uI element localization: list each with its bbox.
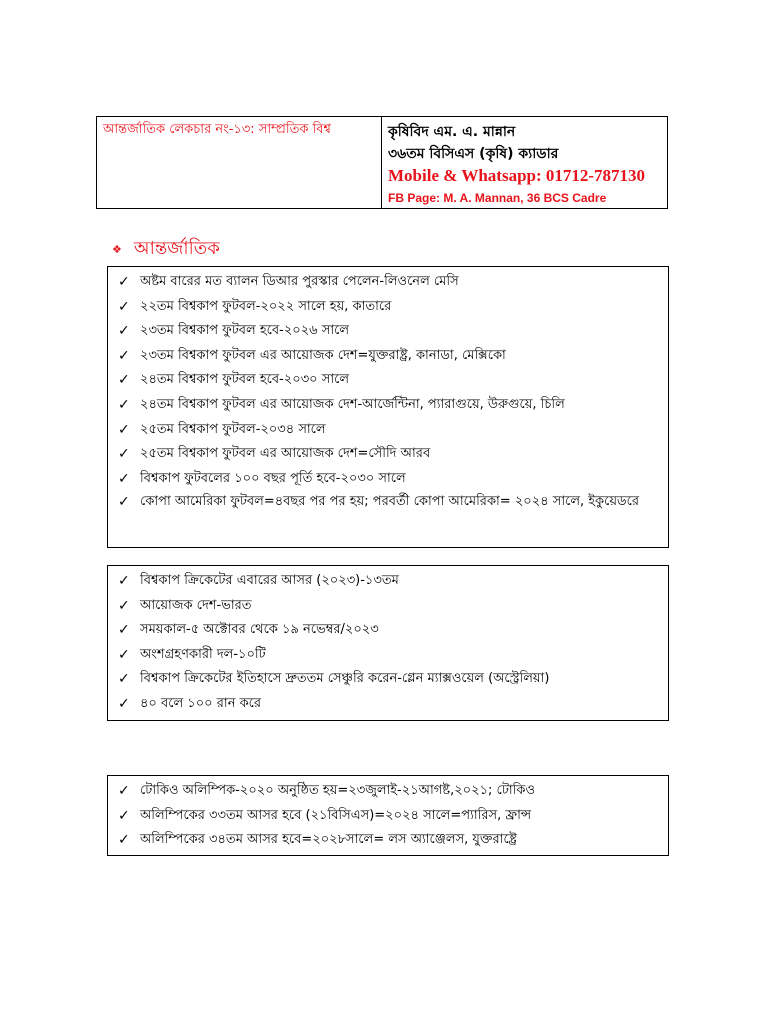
list-item: ✓ কোপা আমেরিকা ফুটবল=৪বছর পর পর হয়; পরবর্তী কোপা আমেরিকা= ২০২৪ সালে, ইকুয়েডরে: [140, 491, 660, 513]
check-icon: ✓: [118, 396, 130, 413]
check-icon: ✓: [118, 421, 130, 438]
check-icon: ✓: [118, 671, 130, 688]
check-icon: ✓: [118, 597, 130, 614]
fb-page: FB Page: M. A. Mannan, 36 BCS Cadre: [388, 191, 607, 205]
check-icon: ✓: [118, 298, 130, 315]
list-item: ✓ অষ্টম বারের মত ব্যালন ডিআর পুরস্কার পেলেন-লিওনেল মেসি: [140, 270, 660, 295]
section-heading: [112, 234, 220, 265]
check-icon: ✓: [118, 832, 130, 849]
lecture-title-cell: [97, 117, 382, 208]
list-item: ✓ ২৫তম বিশ্বকাপ ফুটবল-২০৩৪ সালে: [140, 418, 660, 443]
list-item: ✓ ২৪তম বিশ্বকাপ ফুটবল হবে-২০৩০ সালে: [140, 368, 660, 393]
author-cadre: ৩৬তম বিসিএস (কৃষি) ক্যাডার: [388, 146, 559, 162]
check-icon: ✓: [118, 646, 130, 663]
check-icon: ✓: [118, 695, 130, 712]
list-item: ✓ ২৩তম বিশ্বকাপ ফুটবল এর আয়োজক দেশ=যুক্তরাষ্ট্র, কানাডা, মেক্সিকো: [140, 344, 660, 369]
check-icon: ✓: [118, 783, 130, 799]
diamond-icon: ❖: [112, 243, 122, 256]
check-icon: ✓: [118, 622, 130, 639]
list-item: ✓ ৪০ বলে ১০০ রান করে: [140, 692, 660, 717]
check-icon: ✓: [118, 807, 130, 824]
author-name: কৃষিবিদ এম. এ. মান্নান: [388, 124, 516, 140]
football-facts-box: [107, 266, 669, 548]
list-item: ✓ অলিম্পিকের ৩৪তম আসর হবে=২০২৮সালে= লস অ্যাঞ্জেলস, যুক্তরাষ্ট্রে: [140, 828, 660, 853]
list-item: ✓ ২৫তম বিশ্বকাপ ফুটবল এর আয়োজক দেশ=সৌদি আরব: [140, 442, 660, 467]
list-item: ✓ বিশ্বকাপ ক্রিকেটের এবারের আসর (২০২৩)-১৩তম: [140, 569, 660, 594]
check-icon: ✓: [118, 446, 130, 463]
list-item: ✓ সময়কাল-৫ অক্টোবর থেকে ১৯ নভেম্বর/২০২৩: [140, 618, 660, 643]
olympic-facts-box: [107, 775, 669, 856]
cricket-facts-box: [107, 565, 669, 721]
list-item: ✓ অংশগ্রহণকারী দল-১০টি: [140, 643, 660, 668]
check-icon: ✓: [118, 573, 130, 589]
list-item: ✓ বিশ্বকাপ ক্রিকেটের ইতিহাসে দ্রুততম সেঞ্চুরি করেন-গ্লেন ম্যাক্সওয়েল (অস্ট্রেলিয়া): [140, 667, 660, 692]
list-item: ✓ টোকিও অলিম্পিক-২০২০ অনুষ্ঠিত হয়=২৩জুলাই-২১আগষ্ট,২০২১; টোকিও: [140, 779, 660, 804]
check-icon: ✓: [118, 372, 130, 389]
list-item: ✓ ২২তম বিশ্বকাপ ফুটবল-২০২২ সালে হয়, কাতারে: [140, 295, 660, 320]
check-icon: ✓: [118, 347, 130, 364]
header-table: [96, 116, 668, 209]
list-item: ✓ ২৪তম বিশ্বকাপ ফুটবল এর আয়োজক দেশ-আর্জেন্টিনা, প্যারাগুয়ে, উরুগুয়ে, চিলি: [140, 393, 660, 418]
mobile-number: Mobile & Whatsapp: 01712-787130: [388, 166, 646, 185]
check-icon: ✓: [118, 470, 130, 487]
lecture-title: আন্তর্জাতিক লেকচার নং-১৩: সাম্প্রতিক বিশ্ব: [103, 122, 331, 137]
author-info-cell: [382, 117, 667, 208]
check-icon: ✓: [118, 494, 130, 511]
section-title: আন্তর্জাতিক: [133, 238, 220, 259]
list-item: ✓ ২৩তম বিশ্বকাপ ফুটবল হবে-২০২৬ সালে: [140, 319, 660, 344]
check-icon: ✓: [118, 274, 130, 290]
list-item: ✓ অলিম্পিকের ৩৩তম আসর হবে (২১বিসিএস)=২০২৪ সালে=প্যারিস, ফ্রান্স: [140, 804, 660, 829]
list-item: ✓ আয়োজক দেশ-ভারত: [140, 594, 660, 619]
check-icon: ✓: [118, 323, 130, 340]
list-item: ✓ বিশ্বকাপ ফুটবলের ১০০ বছর পূর্তি হবে-২০৩০ সালে: [140, 467, 660, 492]
